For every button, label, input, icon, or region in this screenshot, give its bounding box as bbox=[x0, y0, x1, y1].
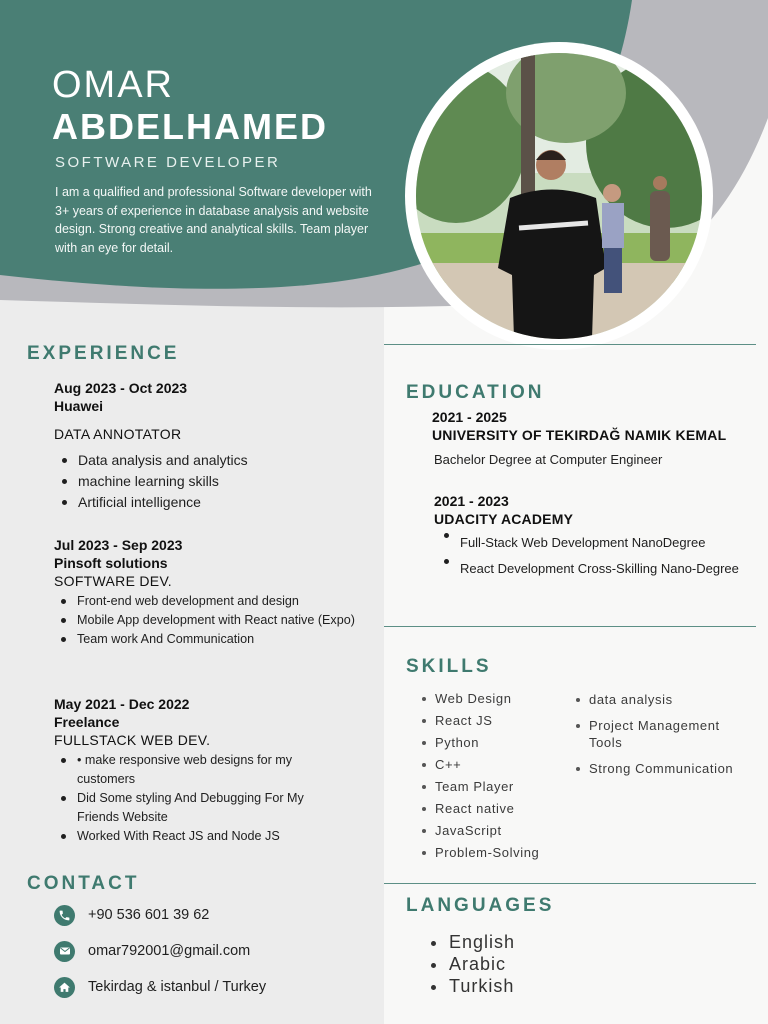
job-period: Jul 2023 - Sep 2023 bbox=[54, 537, 183, 553]
job-bullet: Did Some styling And Debugging For My Friends Website bbox=[57, 789, 344, 827]
job-role: SOFTWARE DEV. bbox=[54, 573, 172, 589]
skill-item: JavaScript bbox=[420, 820, 570, 842]
education-bullet: Full-Stack Web Development NanoDegree bbox=[440, 533, 740, 553]
phone-icon bbox=[54, 905, 75, 926]
skill-item: Python bbox=[420, 732, 570, 754]
profile-photo bbox=[416, 53, 702, 339]
skills-heading: SKILLS bbox=[406, 656, 492, 677]
skill-item: Web Design bbox=[420, 688, 570, 710]
language-item: Arabic bbox=[429, 953, 629, 975]
job-bullets bbox=[57, 592, 364, 649]
skill-item: React JS bbox=[420, 710, 570, 732]
job-company: Huawei bbox=[54, 398, 104, 414]
profile-summary: I am a qualified and professional Software developer with 3+ years of experience in database analysis and website design. Strong creative and analytical skills. Team player with an eye for detail. bbox=[55, 185, 372, 255]
language-item: English bbox=[429, 931, 629, 953]
education-degree: Bachelor Degree at Computer Engineer bbox=[434, 452, 663, 467]
contact-email bbox=[54, 940, 250, 962]
skill-item: Problem-Solving bbox=[420, 842, 570, 864]
section-divider bbox=[384, 883, 756, 884]
skill-item: Project Management Tools bbox=[574, 717, 754, 751]
education-years: 2021 - 2025 bbox=[432, 409, 507, 425]
first-name: OMAR bbox=[52, 64, 174, 106]
job-company: Pinsoft solutions bbox=[54, 555, 168, 571]
experience-item-huawei bbox=[54, 380, 374, 513]
job-company: Freelance bbox=[54, 714, 120, 730]
education-heading: EDUCATION bbox=[406, 382, 545, 403]
job-bullet: • make responsive web designs for my customers bbox=[57, 751, 344, 789]
job-bullet: Mobile App development with React native (Expo) bbox=[57, 611, 364, 630]
education-item-udacity bbox=[434, 493, 754, 579]
job-role: DATA ANNOTATOR bbox=[54, 426, 182, 442]
contact-location bbox=[54, 976, 266, 998]
skill-item: data analysis bbox=[574, 691, 754, 708]
skill-item: Team Player bbox=[420, 776, 570, 798]
skill-item: React native bbox=[420, 798, 570, 820]
experience-item-freelance bbox=[54, 696, 344, 846]
languages-list bbox=[429, 931, 629, 997]
job-role: FULLSTACK WEB DEV. bbox=[54, 732, 211, 748]
skills-list-1 bbox=[420, 688, 570, 864]
contact-phone bbox=[54, 904, 209, 926]
experience-heading: EXPERIENCE bbox=[27, 343, 180, 364]
education-bullet: React Development Cross-Skilling Nano-Degree bbox=[440, 559, 740, 579]
job-bullet: Artificial intelligence bbox=[58, 492, 374, 513]
location-text: Tekirdag & istanbul / Turkey bbox=[88, 979, 267, 995]
phone-number[interactable]: +90 536 601 39 62 bbox=[88, 907, 210, 923]
language-item: Turkish bbox=[429, 975, 629, 997]
job-title: SOFTWARE DEVELOPER bbox=[55, 154, 281, 171]
job-bullets bbox=[57, 751, 344, 846]
home-icon bbox=[54, 977, 75, 998]
education-bullets bbox=[440, 533, 740, 579]
job-period: Aug 2023 - Oct 2023 bbox=[54, 380, 188, 396]
section-divider bbox=[384, 344, 756, 345]
job-bullets bbox=[58, 450, 374, 513]
job-bullet: Team work And Communication bbox=[57, 630, 364, 649]
job-period: May 2021 - Dec 2022 bbox=[54, 696, 190, 712]
education-years: 2021 - 2023 bbox=[434, 493, 509, 509]
email-address[interactable]: omar792001@gmail.com bbox=[88, 943, 251, 959]
job-bullet: Data analysis and analytics bbox=[58, 450, 374, 471]
contact-heading: CONTACT bbox=[27, 873, 140, 894]
education-school: UNIVERSITY OF TEKIRDAĞ NAMIK KEMAL bbox=[432, 427, 727, 443]
education-item-university bbox=[432, 409, 762, 467]
last-name: ABDELHAMED bbox=[52, 106, 328, 147]
experience-item-pinsoft bbox=[54, 537, 364, 649]
job-bullet: Front-end web development and design bbox=[57, 592, 364, 611]
section-divider bbox=[384, 626, 756, 627]
languages-heading: LANGUAGES bbox=[406, 895, 555, 916]
skills-list-2 bbox=[574, 691, 754, 786]
mail-icon bbox=[54, 941, 75, 962]
skill-item: Strong Communication bbox=[574, 760, 754, 777]
job-bullet: Worked With React JS and Node JS bbox=[57, 827, 344, 846]
job-bullet: machine learning skills bbox=[58, 471, 374, 492]
skill-item: C++ bbox=[420, 754, 570, 776]
education-school: UDACITY ACADEMY bbox=[434, 511, 574, 527]
